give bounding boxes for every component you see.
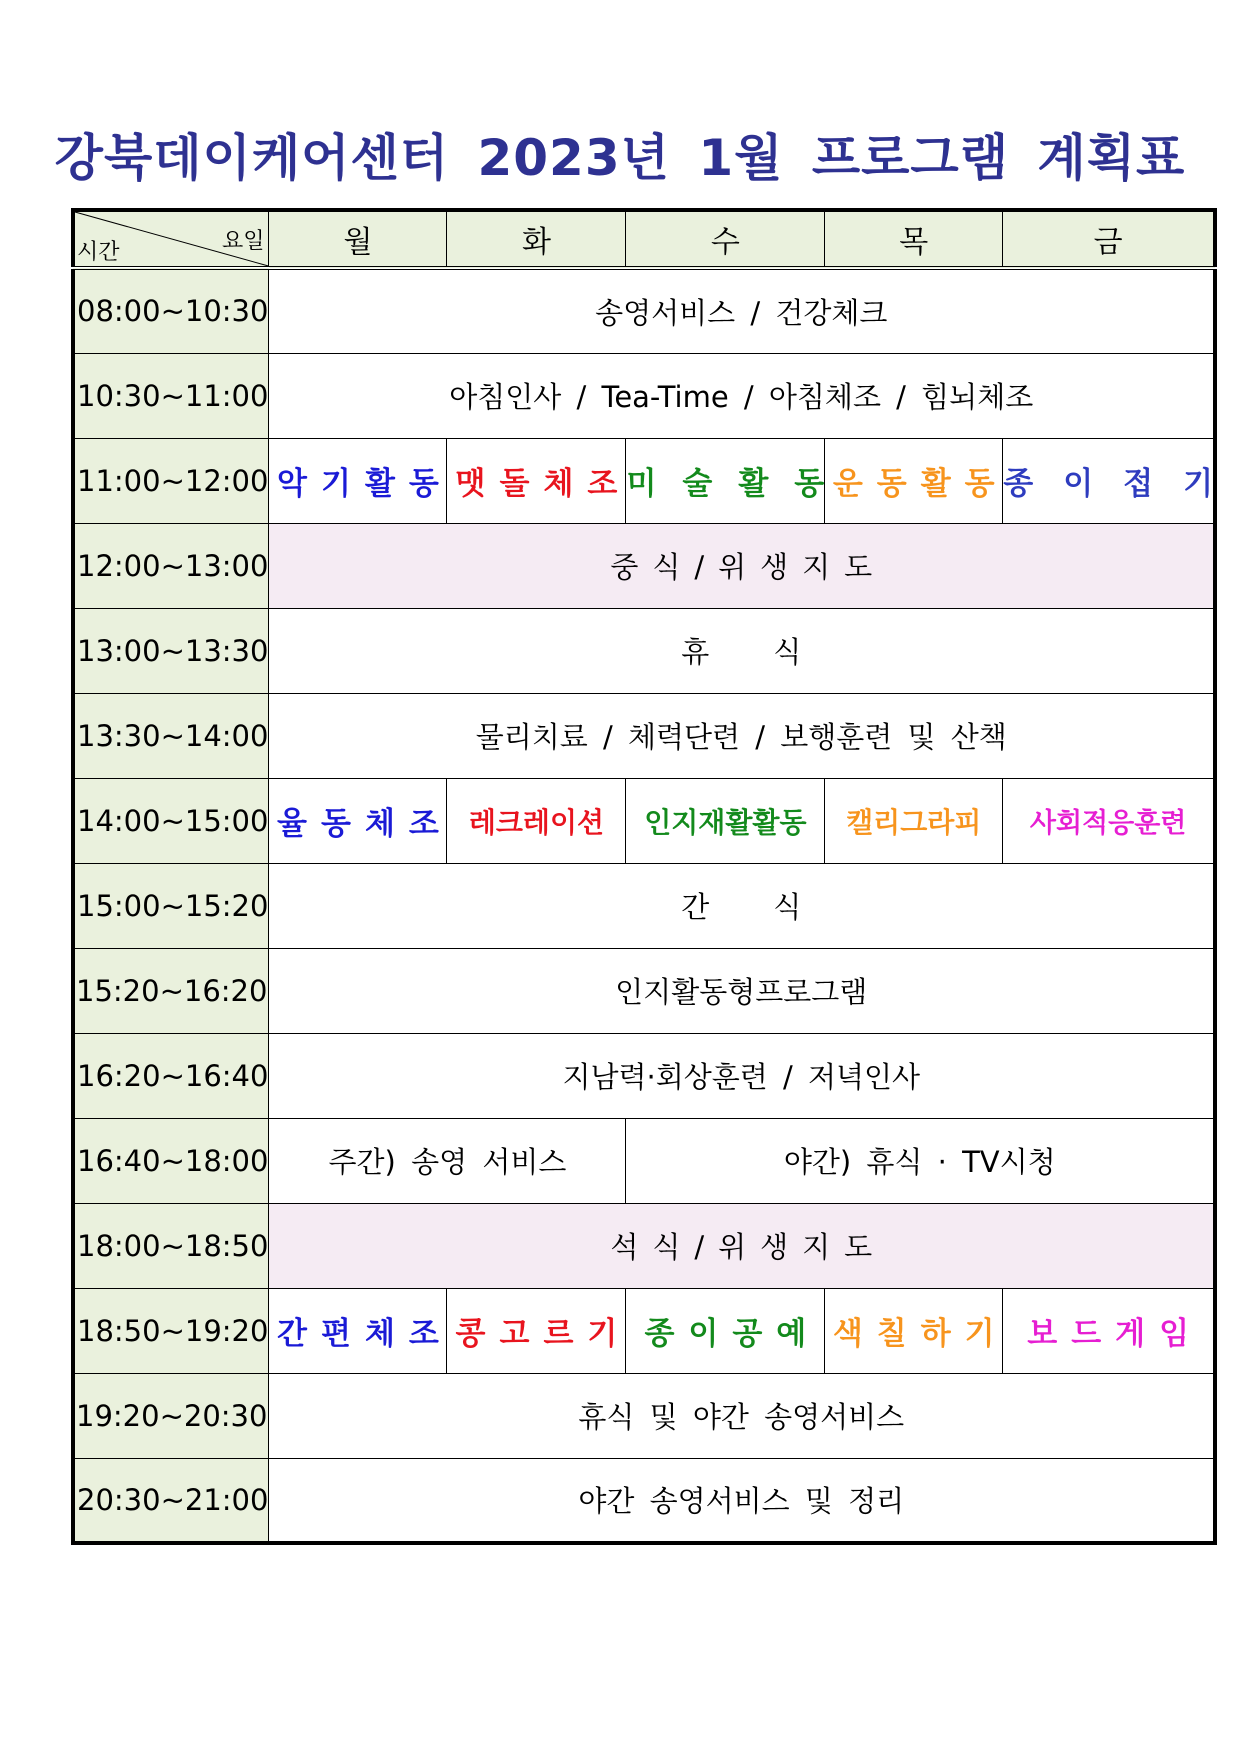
schedule-row [73,353,1215,438]
activity-label: 색칠하기 [832,1316,1009,1352]
activity-day-shift: 주간) 송영 서비스 [269,1118,626,1203]
day-header-tue: 화 [447,210,626,268]
schedule-row [73,1373,1215,1458]
time-cell: 13:00~13:30 [73,608,269,693]
schedule-row [73,1033,1215,1118]
page-title: 강북데이케어센터 2023년 1월 프로그램 계획표 [54,129,1186,187]
activity-cell [269,608,1215,693]
activity-cell: 인지활동형프로그램 [269,948,1215,1033]
schedule-row [73,268,1215,353]
activity-label: 휴식 [681,635,866,669]
activity-cell [269,1203,1215,1288]
activity-label: 석식/위생지도 [610,1230,887,1264]
schedule-row [73,438,1215,523]
activity-cell: 야간 송영서비스 및 정리 [269,1458,1215,1543]
activity-fri: 사회적응훈련 [1003,778,1215,863]
schedule-row [73,608,1215,693]
activity-label: 간편체조 [277,1316,453,1352]
time-cell: 10:30~11:00 [73,353,269,438]
activity-label: 중식/위생지도 [610,550,887,584]
activity-fri [1003,438,1243,523]
corner-cell [73,210,269,268]
corner-time-label: 시간 [77,240,120,265]
activity-label: 악기활동 [277,466,453,502]
time-cell: 19:20~20:30 [73,1373,269,1458]
activity-cell: 송영서비스 / 건강체크 [269,268,1215,353]
activity-cell [269,863,1215,948]
time-cell: 20:30~21:00 [73,1458,269,1543]
time-cell: 14:00~15:00 [73,778,269,863]
activity-label: 맷돌체조 [455,466,632,502]
day-header-mon: 월 [269,210,447,268]
schedule-row [73,948,1215,1033]
activity-cell [269,523,1215,608]
day-header-fri: 금 [1003,210,1215,268]
schedule-row [73,1203,1215,1288]
day-header-thu: 목 [825,210,1003,268]
time-cell: 15:00~15:20 [73,863,269,948]
time-cell: 15:20~16:20 [73,948,269,1033]
activity-thu [825,438,1009,523]
schedule-row [73,1118,1215,1203]
activity-cell: 휴식 및 야간 송영서비스 [269,1373,1215,1458]
activity-label: 운동활동 [832,466,1009,502]
activity-mon [269,1288,453,1373]
corner-day-label: 요일 [221,229,265,254]
time-cell: 13:30~14:00 [73,693,269,778]
activity-wed [626,1288,825,1373]
activity-label: 미술활동 [626,466,851,502]
time-cell: 18:50~19:20 [73,1288,269,1373]
activity-wed: 인지재활활동 [626,778,825,863]
schedule-row [73,693,1215,778]
time-cell: 16:40~18:00 [73,1118,269,1203]
activity-label: 간식 [681,890,866,924]
activity-night-shift: 야간) 휴식 · TV시청 [626,1118,1215,1203]
time-cell: 08:00~10:30 [73,268,269,353]
schedule-row [73,523,1215,608]
activity-tue: 레크레이션 [447,778,626,863]
header-row [73,210,1215,268]
activity-label: 콩고르기 [455,1316,632,1352]
schedule-row [73,1458,1215,1543]
time-cell: 12:00~13:00 [73,523,269,608]
activity-cell: 지남력·회상훈련 / 저녁인사 [269,1033,1215,1118]
day-header-wed: 수 [626,210,825,268]
activity-label: 종이접기 [1003,466,1243,502]
schedule-row [73,1288,1215,1373]
activity-tue [447,438,632,523]
activity-thu: 캘리그라피 [825,778,1003,863]
activity-mon [269,438,453,523]
activity-wed [626,438,851,523]
activity-thu [825,1288,1009,1373]
activity-tue [447,1288,632,1373]
activity-mon [269,778,453,863]
schedule-row [73,778,1215,863]
activity-label: 종이공예 [644,1316,821,1352]
activity-fri [1003,1288,1215,1373]
time-cell: 11:00~12:00 [73,438,269,523]
activity-label: 보드게임 [1027,1316,1204,1352]
activity-label: 율동체조 [277,806,453,842]
schedule-row [73,863,1215,948]
activity-cell: 아침인사 / Tea-Time / 아침체조 / 힘뇌체조 [269,353,1215,438]
schedule-table [71,208,1243,1545]
time-cell: 16:20~16:40 [73,1033,269,1118]
activity-cell: 물리치료 / 체력단련 / 보행훈련 및 산책 [269,693,1215,778]
time-cell: 18:00~18:50 [73,1203,269,1288]
